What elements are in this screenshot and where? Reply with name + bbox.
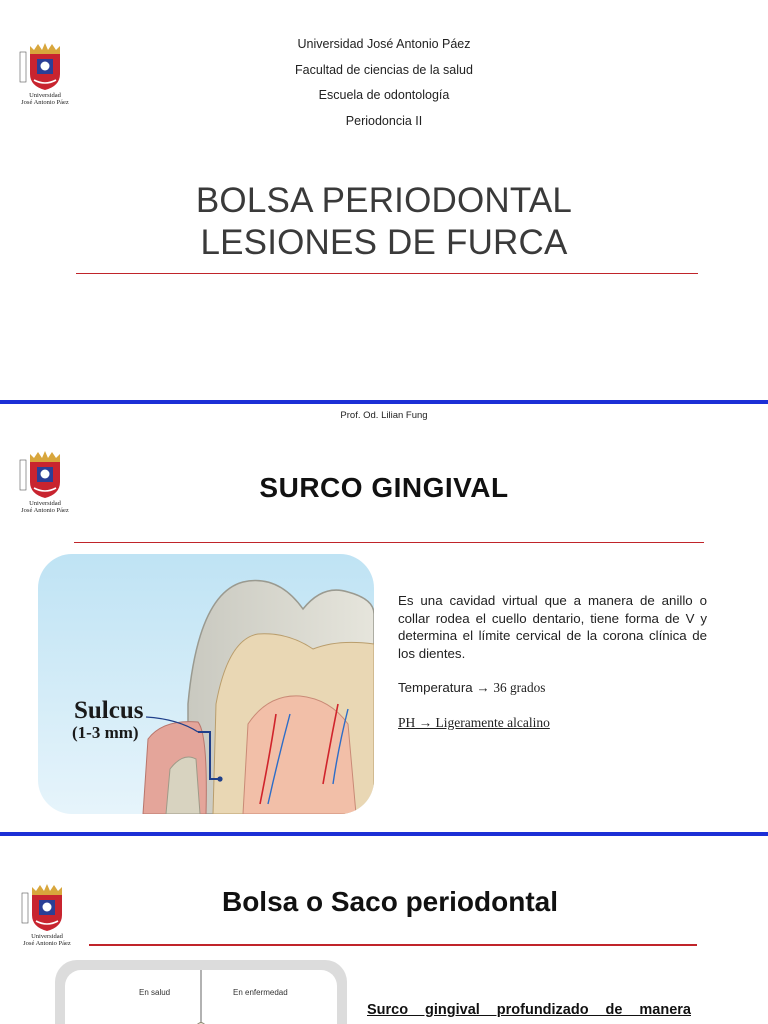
logo-caption-line1: Universidad [31,933,63,940]
tooth-comparison-icon [65,970,337,1024]
logo-caption-line2: José Antonio Páez [21,507,69,514]
institution-block [0,32,768,134]
title-divider [74,542,704,543]
university-name: Universidad José Antonio Páez [297,37,471,51]
title-line-2: LESIONES DE FURCA [200,223,568,262]
bolsa-periodontal-slide [0,836,768,1024]
title-slide [0,0,768,400]
title-divider [89,944,697,946]
professor-name: Prof. Od. Lilian Fung [340,410,428,421]
course-name: Periodoncia II [345,113,423,128]
sulcus-label: Sulcus [74,697,144,724]
temperature-value: 36 grados [493,680,546,695]
surco-description-block [398,592,707,748]
temperature-label: Temperatura → [398,680,494,695]
sulcus-illustration [38,554,374,814]
surco-description: Es una cavidad virtual que a manera de anillo o collar rodea el cuello dentario, tiene forma de V y determina el límite cervical de la corona clínica de los dientes. [398,593,707,661]
school-name: Escuela de odontología [318,88,450,102]
logo-caption-line2: José Antonio Páez [21,99,69,106]
faculty-name: Facultad de ciencias de la salud [295,62,473,77]
healthy-label: En salud [139,988,171,997]
tooth-sulcus-illustration [38,554,374,814]
surco-gingival-slide [0,404,768,832]
title-line-1: BOLSA PERIODONTAL [195,181,573,220]
logo-caption-line2: José Antonio Páez [23,940,71,947]
logo-caption-line1: Universidad [29,500,61,507]
slide-title: Bolsa o Saco periodontal [221,886,559,917]
slide-title: SURCO GINGIVAL [259,472,509,503]
sulcus-depth-label: (1-3 mm) [72,723,139,742]
ph-line: PH → Ligeramente alcalino [398,714,550,730]
disease-label: En enfermedad [233,988,288,997]
bolsa-description: Surco gingival profundizado de manera [367,1002,691,1018]
temperature-line [398,679,707,697]
presentation-title [0,180,768,264]
title-divider [76,273,698,274]
bolsa-illustration [55,960,347,1024]
logo-caption-line1: Universidad [29,92,61,99]
